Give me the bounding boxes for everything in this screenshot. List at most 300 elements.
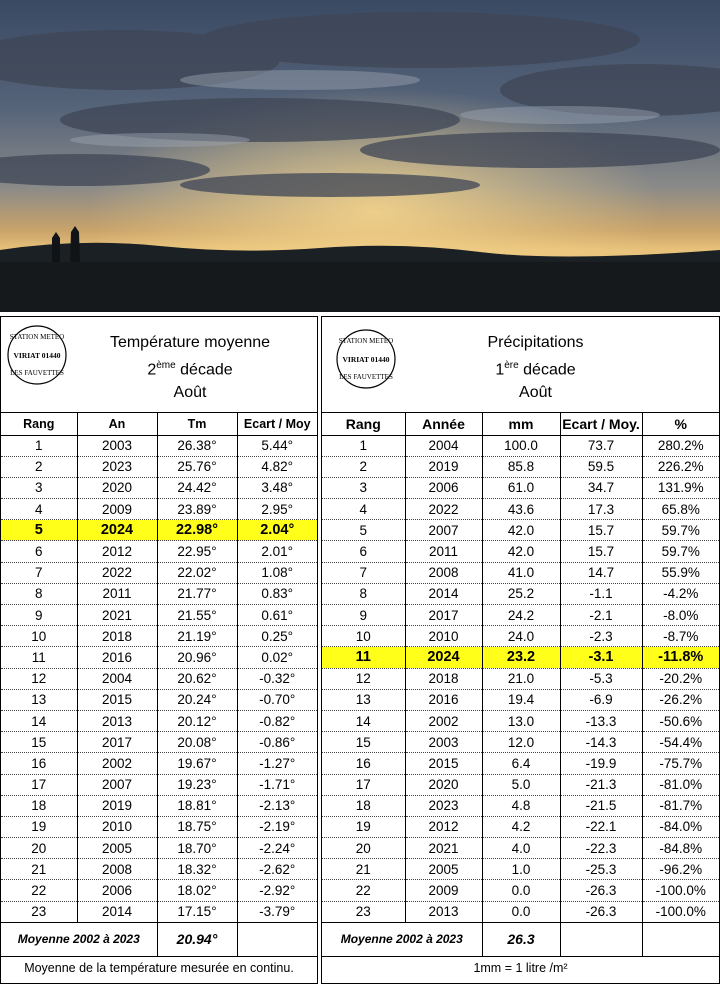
table-cell: 4 xyxy=(1,499,77,520)
table-cell: -21.5 xyxy=(560,795,642,816)
table-cell: 15.7 xyxy=(560,520,642,541)
table-cell: 2017 xyxy=(77,732,157,753)
table-cell: 10 xyxy=(322,626,405,647)
table-row xyxy=(1,562,317,583)
precipitation-average-label: Moyenne 2002 à 2023 xyxy=(322,922,482,956)
table-cell: 2005 xyxy=(77,838,157,859)
precipitation-table xyxy=(322,413,719,957)
table-cell: 2020 xyxy=(77,477,157,498)
table-row xyxy=(1,583,317,604)
table-cell: 2010 xyxy=(405,626,482,647)
table-cell: -0.82° xyxy=(237,710,317,731)
table-row xyxy=(322,626,719,647)
table-row xyxy=(322,795,719,816)
table-cell: 59.7% xyxy=(642,520,719,541)
table-cell: -2.1 xyxy=(560,605,642,626)
table-cell: 14 xyxy=(1,710,77,731)
table-cell: 59.5 xyxy=(560,456,642,477)
table-cell: 2009 xyxy=(77,499,157,520)
table-cell: 42.0 xyxy=(482,520,560,541)
table-cell: 2021 xyxy=(77,605,157,626)
column-header-ecart: Ecart / Moy. xyxy=(560,413,642,435)
table-cell: -100.0% xyxy=(642,880,719,901)
table-cell: 6 xyxy=(322,541,405,562)
table-cell: 4 xyxy=(322,499,405,520)
table-cell: 59.7% xyxy=(642,541,719,562)
table-cell: 280.2% xyxy=(642,435,719,456)
temperature-month: Août xyxy=(173,384,207,402)
table-row xyxy=(1,901,317,922)
svg-text:STATION METEO: STATION METEO xyxy=(338,337,394,345)
table-cell: 2002 xyxy=(405,710,482,731)
table-cell: -8.7% xyxy=(642,626,719,647)
table-cell: 19.4 xyxy=(482,689,560,710)
table-cell: 21 xyxy=(1,859,77,880)
table-cell: 11 xyxy=(1,647,77,668)
precipitation-average-empty xyxy=(560,922,642,956)
table-cell: -2.24° xyxy=(237,838,317,859)
table-cell: -14.3 xyxy=(560,732,642,753)
table-cell: -2.13° xyxy=(237,795,317,816)
table-cell: 2004 xyxy=(405,435,482,456)
table-cell: 0.0 xyxy=(482,880,560,901)
table-cell: -1.71° xyxy=(237,774,317,795)
table-cell: 2003 xyxy=(405,732,482,753)
table-row xyxy=(322,435,719,456)
table-row xyxy=(1,753,317,774)
table-cell: 18 xyxy=(1,795,77,816)
table-cell: 2003 xyxy=(77,435,157,456)
table-cell: -8.0% xyxy=(642,605,719,626)
table-cell: 2002 xyxy=(77,753,157,774)
precipitation-footnote: 1mm = 1 litre /m² xyxy=(473,960,568,975)
table-row xyxy=(322,541,719,562)
temperature-title-block xyxy=(63,331,317,404)
table-cell: 8 xyxy=(1,583,77,604)
table-cell: 24.2 xyxy=(482,605,560,626)
table-cell: 19.67° xyxy=(157,753,237,774)
table-cell: 3.48° xyxy=(237,477,317,498)
table-cell: 20.24° xyxy=(157,689,237,710)
table-cell: 23 xyxy=(322,901,405,922)
table-cell: -1.1 xyxy=(560,583,642,604)
table-cell: -2.62° xyxy=(237,859,317,880)
table-row xyxy=(322,605,719,626)
table-cell: 2009 xyxy=(405,880,482,901)
table-row xyxy=(1,541,317,562)
table-cell: 20.08° xyxy=(157,732,237,753)
table-cell: 4.82° xyxy=(237,456,317,477)
column-header-rang: Rang xyxy=(1,413,77,435)
table-row xyxy=(322,668,719,689)
table-cell: -100.0% xyxy=(642,901,719,922)
table-cell: 9 xyxy=(1,605,77,626)
table-cell: 0.0 xyxy=(482,901,560,922)
table-cell: 0.02° xyxy=(237,647,317,668)
table-cell: 2023 xyxy=(405,795,482,816)
table-cell: 2 xyxy=(322,456,405,477)
table-cell: 9 xyxy=(322,605,405,626)
table-cell: 17.3 xyxy=(560,499,642,520)
precipitation-average-row xyxy=(322,922,719,956)
table-row xyxy=(1,499,317,520)
table-row xyxy=(1,859,317,880)
table-cell: 2022 xyxy=(77,562,157,583)
table-cell: 2021 xyxy=(405,838,482,859)
table-row xyxy=(322,710,719,731)
table-cell: -19.9 xyxy=(560,753,642,774)
table-cell: 1 xyxy=(1,435,77,456)
precipitation-title-block xyxy=(412,331,659,404)
table-cell: 2.04° xyxy=(237,520,317,541)
table-cell: -2.92° xyxy=(237,880,317,901)
highlighted-table-row xyxy=(322,647,719,668)
temperature-footnote: Moyenne de la température mesurée en continu. xyxy=(24,960,294,975)
column-header-rang: Rang xyxy=(322,413,405,435)
precipitation-header xyxy=(322,317,719,413)
table-cell: 2015 xyxy=(77,689,157,710)
table-cell: 2006 xyxy=(77,880,157,901)
table-cell: -0.70° xyxy=(237,689,317,710)
table-cell: 13 xyxy=(322,689,405,710)
table-row xyxy=(1,710,317,731)
table-cell: 21 xyxy=(322,859,405,880)
table-cell: 2007 xyxy=(405,520,482,541)
table-cell: 23 xyxy=(1,901,77,922)
table-cell: 1.08° xyxy=(237,562,317,583)
table-cell: -26.3 xyxy=(560,880,642,901)
table-cell: 2024 xyxy=(77,520,157,541)
table-cell: -5.3 xyxy=(560,668,642,689)
table-cell: 16 xyxy=(322,753,405,774)
table-cell: -6.9 xyxy=(560,689,642,710)
table-cell: -84.8% xyxy=(642,838,719,859)
table-cell: 17.15° xyxy=(157,901,237,922)
table-row xyxy=(1,774,317,795)
table-cell: 0.25° xyxy=(237,626,317,647)
table-cell: 1 xyxy=(322,435,405,456)
table-cell: -25.3 xyxy=(560,859,642,880)
table-cell: 42.0 xyxy=(482,541,560,562)
temperature-rows xyxy=(1,435,317,922)
table-cell: -22.1 xyxy=(560,816,642,837)
table-row xyxy=(1,626,317,647)
table-row xyxy=(1,605,317,626)
table-cell: 2.95° xyxy=(237,499,317,520)
table-cell: 21.77° xyxy=(157,583,237,604)
table-row xyxy=(322,816,719,837)
svg-text:LES FAUVETTES: LES FAUVETTES xyxy=(339,373,393,381)
table-cell: 2018 xyxy=(405,668,482,689)
table-row xyxy=(322,520,719,541)
table-cell: 43.6 xyxy=(482,499,560,520)
table-cell: 6.4 xyxy=(482,753,560,774)
table-cell: 4.8 xyxy=(482,795,560,816)
table-cell: 5.44° xyxy=(237,435,317,456)
table-cell: 2006 xyxy=(405,477,482,498)
precipitation-rows xyxy=(322,435,719,922)
table-cell: -4.2% xyxy=(642,583,719,604)
table-cell: 13.0 xyxy=(482,710,560,731)
table-row xyxy=(322,562,719,583)
table-row xyxy=(1,689,317,710)
table-cell: -21.3 xyxy=(560,774,642,795)
precipitation-average-empty xyxy=(642,922,719,956)
table-cell: 2014 xyxy=(405,583,482,604)
table-cell: 20.96° xyxy=(157,647,237,668)
temperature-table xyxy=(1,413,317,957)
precipitation-panel xyxy=(321,316,720,984)
table-cell: -13.3 xyxy=(560,710,642,731)
sky-photo xyxy=(0,0,720,312)
table-cell: 14 xyxy=(322,710,405,731)
table-cell: 55.9% xyxy=(642,562,719,583)
svg-text:VIRIAT 01440: VIRIAT 01440 xyxy=(13,351,61,360)
column-header-tm: Tm xyxy=(157,413,237,435)
table-cell: 18.32° xyxy=(157,859,237,880)
table-cell: 18.02° xyxy=(157,880,237,901)
table-cell: -1.27° xyxy=(237,753,317,774)
table-cell: 2017 xyxy=(405,605,482,626)
table-row xyxy=(322,901,719,922)
table-cell: 3 xyxy=(1,477,77,498)
precipitation-decade: 1ère décade xyxy=(495,360,576,379)
table-cell: 2008 xyxy=(405,562,482,583)
table-cell: -11.8% xyxy=(642,647,719,668)
table-cell: 23.2 xyxy=(482,647,560,668)
table-cell: 2019 xyxy=(405,456,482,477)
table-cell: -75.7% xyxy=(642,753,719,774)
station-stamp-logo xyxy=(334,327,398,391)
table-cell: 14.7 xyxy=(560,562,642,583)
table-cell: 61.0 xyxy=(482,477,560,498)
table-cell: -0.32° xyxy=(237,668,317,689)
temperature-decade: 2ème décade xyxy=(147,360,233,379)
table-cell: -81.7% xyxy=(642,795,719,816)
table-row xyxy=(322,753,719,774)
table-cell: -20.2% xyxy=(642,668,719,689)
table-cell: 2014 xyxy=(77,901,157,922)
table-cell: 19 xyxy=(1,816,77,837)
table-cell: 2013 xyxy=(405,901,482,922)
table-row xyxy=(322,859,719,880)
table-cell: 1.0 xyxy=(482,859,560,880)
temperature-average-value: 20.94° xyxy=(157,922,237,956)
sunset-landscape-image xyxy=(0,0,720,312)
table-cell: 0.61° xyxy=(237,605,317,626)
table-cell: -96.2% xyxy=(642,859,719,880)
table-cell: 65.8% xyxy=(642,499,719,520)
table-cell: 2019 xyxy=(77,795,157,816)
table-cell: 18 xyxy=(322,795,405,816)
table-cell: 4.2 xyxy=(482,816,560,837)
temperature-average-label: Moyenne 2002 à 2023 xyxy=(1,922,157,956)
table-cell: 2013 xyxy=(77,710,157,731)
column-header-mm: mm xyxy=(482,413,560,435)
table-cell: 2.01° xyxy=(237,541,317,562)
table-cell: -50.6% xyxy=(642,710,719,731)
table-cell: 41.0 xyxy=(482,562,560,583)
table-cell: 2015 xyxy=(405,753,482,774)
table-cell: 6 xyxy=(1,541,77,562)
column-header-percent: % xyxy=(642,413,719,435)
table-cell: 20 xyxy=(1,838,77,859)
table-row xyxy=(1,816,317,837)
table-cell: 2018 xyxy=(77,626,157,647)
table-cell: 73.7 xyxy=(560,435,642,456)
svg-text:VIRIAT 01440: VIRIAT 01440 xyxy=(342,355,390,364)
table-cell: -54.4% xyxy=(642,732,719,753)
table-row xyxy=(322,456,719,477)
table-row xyxy=(1,668,317,689)
table-cell: 34.7 xyxy=(560,477,642,498)
table-row xyxy=(322,774,719,795)
table-cell: 2004 xyxy=(77,668,157,689)
table-cell: 12 xyxy=(322,668,405,689)
table-cell: 226.2% xyxy=(642,456,719,477)
table-cell: -3.1 xyxy=(560,647,642,668)
table-cell: 20.62° xyxy=(157,668,237,689)
table-cell: 2020 xyxy=(405,774,482,795)
table-row xyxy=(322,477,719,498)
table-cell: -84.0% xyxy=(642,816,719,837)
table-cell: 2 xyxy=(1,456,77,477)
table-cell: 20.12° xyxy=(157,710,237,731)
table-cell: 7 xyxy=(322,562,405,583)
table-cell: -0.86° xyxy=(237,732,317,753)
table-cell: 8 xyxy=(322,583,405,604)
table-cell: 13 xyxy=(1,689,77,710)
table-cell: 22.98° xyxy=(157,520,237,541)
column-header-an: An xyxy=(77,413,157,435)
table-cell: 2016 xyxy=(405,689,482,710)
table-cell: 4.0 xyxy=(482,838,560,859)
column-header-annee: Année xyxy=(405,413,482,435)
table-cell: 23.89° xyxy=(157,499,237,520)
table-row xyxy=(1,880,317,901)
table-cell: 18.75° xyxy=(157,816,237,837)
table-cell: -2.3 xyxy=(560,626,642,647)
table-cell: 21.19° xyxy=(157,626,237,647)
table-cell: 2022 xyxy=(405,499,482,520)
highlighted-table-row xyxy=(1,520,317,541)
table-row xyxy=(1,795,317,816)
table-row xyxy=(1,838,317,859)
table-cell: 2008 xyxy=(77,859,157,880)
table-cell: 16 xyxy=(1,753,77,774)
table-cell: 3 xyxy=(322,477,405,498)
table-row xyxy=(322,499,719,520)
table-cell: 2011 xyxy=(405,541,482,562)
table-cell: 5 xyxy=(322,520,405,541)
precipitation-title: Précipitations xyxy=(487,334,584,351)
table-cell: 22 xyxy=(322,880,405,901)
table-cell: 2010 xyxy=(77,816,157,837)
table-row xyxy=(322,880,719,901)
table-cell: 11 xyxy=(322,647,405,668)
table-row xyxy=(1,435,317,456)
table-cell: 26.38° xyxy=(157,435,237,456)
precipitation-header-row xyxy=(322,413,719,435)
temperature-header xyxy=(1,317,317,413)
table-cell: 21.0 xyxy=(482,668,560,689)
table-cell: 2024 xyxy=(405,647,482,668)
temperature-header-row xyxy=(1,413,317,435)
table-cell: 20 xyxy=(322,838,405,859)
station-stamp-logo xyxy=(5,323,69,387)
table-cell: 25.2 xyxy=(482,583,560,604)
table-cell: 22 xyxy=(1,880,77,901)
table-row xyxy=(322,689,719,710)
table-cell: -22.3 xyxy=(560,838,642,859)
temperature-average-empty xyxy=(237,922,317,956)
table-cell: 15 xyxy=(322,732,405,753)
table-cell: 17 xyxy=(322,774,405,795)
precipitation-average-value: 26.3 xyxy=(482,922,560,956)
table-cell: 12 xyxy=(1,668,77,689)
table-cell: 15 xyxy=(1,732,77,753)
table-cell: 7 xyxy=(1,562,77,583)
table-cell: 2007 xyxy=(77,774,157,795)
table-cell: 21.55° xyxy=(157,605,237,626)
temperature-title: Température moyenne xyxy=(109,334,271,351)
table-cell: 2016 xyxy=(77,647,157,668)
table-cell: -26.2% xyxy=(642,689,719,710)
table-row xyxy=(322,838,719,859)
table-cell: 18.81° xyxy=(157,795,237,816)
table-row xyxy=(322,583,719,604)
table-cell: 2023 xyxy=(77,456,157,477)
temperature-average-row xyxy=(1,922,317,956)
precipitation-month: Août xyxy=(519,384,552,402)
table-cell: -2.19° xyxy=(237,816,317,837)
table-cell: 2011 xyxy=(77,583,157,604)
table-cell: -26.3 xyxy=(560,901,642,922)
table-row xyxy=(1,456,317,477)
table-cell: 22.95° xyxy=(157,541,237,562)
table-cell: 24.42° xyxy=(157,477,237,498)
table-cell: 17 xyxy=(1,774,77,795)
table-cell: -81.0% xyxy=(642,774,719,795)
table-cell: -3.79° xyxy=(237,901,317,922)
table-cell: 18.70° xyxy=(157,838,237,859)
table-cell: 0.83° xyxy=(237,583,317,604)
table-cell: 131.9% xyxy=(642,477,719,498)
table-cell: 24.0 xyxy=(482,626,560,647)
table-cell: 19 xyxy=(322,816,405,837)
svg-text:STATION METEO: STATION METEO xyxy=(9,333,65,341)
table-cell: 5.0 xyxy=(482,774,560,795)
table-cell: 85.8 xyxy=(482,456,560,477)
temperature-panel xyxy=(0,316,318,984)
table-cell: 100.0 xyxy=(482,435,560,456)
table-cell: 2012 xyxy=(405,816,482,837)
table-cell: 10 xyxy=(1,626,77,647)
table-row xyxy=(1,732,317,753)
table-cell: 2012 xyxy=(77,541,157,562)
svg-text:LES FAUVETTES: LES FAUVETTES xyxy=(10,369,64,377)
column-header-ecart: Ecart / Moy xyxy=(237,413,317,435)
table-cell: 25.76° xyxy=(157,456,237,477)
table-row xyxy=(1,647,317,668)
table-cell: 19.23° xyxy=(157,774,237,795)
table-row xyxy=(1,477,317,498)
table-cell: 12.0 xyxy=(482,732,560,753)
table-cell: 5 xyxy=(1,520,77,541)
table-row xyxy=(322,732,719,753)
table-cell: 2005 xyxy=(405,859,482,880)
table-cell: 15.7 xyxy=(560,541,642,562)
